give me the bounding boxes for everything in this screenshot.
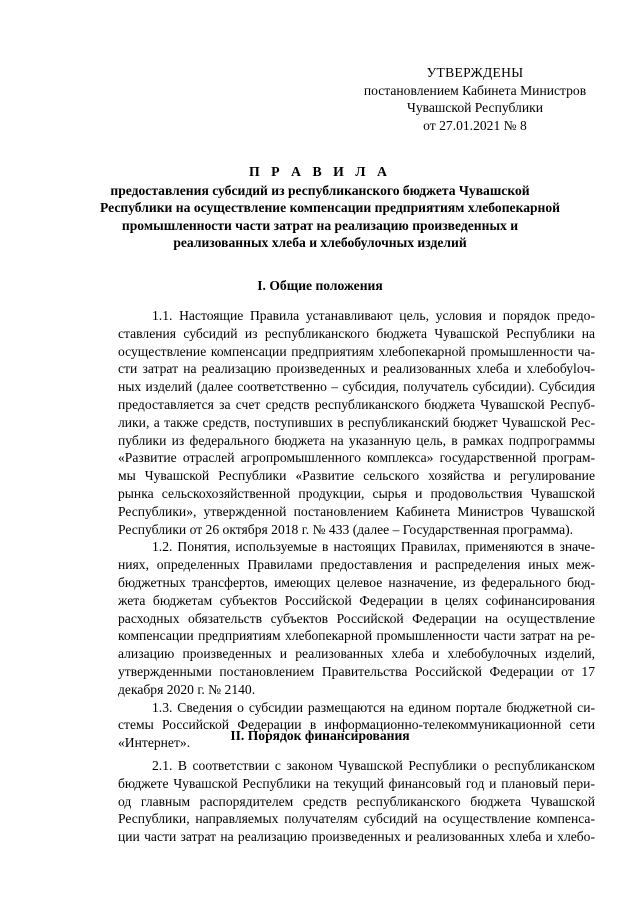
subtitle-line: предоставления субсидий из республиканского бюджета Чувашской [110,182,530,198]
section-title-1: I. Общие положения [257,278,383,293]
paragraph-line: ализацию произведенных и реализованных хлеба и хлебобулочных изделий, [118,646,595,662]
paragraph-line: публики из федерального бюджета на указанную цель, в рамках подпрограммы [118,432,595,448]
paragraph-line: сти затрат на реализацию произведенных и реализованных хлеба и хлебобуloч- [118,361,595,377]
subtitle-line: Республики на осуществление компенсации предприятиям хлебопекарной [100,200,561,216]
approval-stamp [350,64,600,134]
paragraph-line: 1.3. Сведения о субсидии размещаются на едином портале бюджетной си- [152,699,595,715]
paragraph-line: ных изделий (далее соответственно – субсидия, получатель субсидии). Субсидия [118,379,595,395]
paragraph-line: 1.1. Настоящие Правила устанавливают цель, условия и порядок предо- [152,308,595,323]
paragraph-line: бюджете Чувашской Республики на текущий финансовый год и плановый пери- [118,775,595,791]
paragraph-line: предоставляется за счет средств республиканского бюджета Чувашской Респуб- [118,396,595,412]
section-title-2: II. Порядок финансирования [230,728,410,743]
subtitle-line: реализованных хлеба и хлебобулочных изделий [173,235,467,251]
paragraph-line: утвержденными постановлением Правительства Российской Федерации от 17 [118,663,595,679]
paragraph-line: ции части затрат на реализацию произведенных и реализованных хлеба и хлебо- [118,829,595,845]
approval-title: УТВЕРЖДЕНЫ [426,65,524,80]
paragraph-line: стемы Российской Федерации в информационно-телекоммуникационной сети [118,717,595,733]
paragraph-line: «Развитие отраслей агропромышленного комплекса» государственной програм- [118,450,595,466]
paragraph-line: декабря 2020 г. № 2140. [118,681,256,697]
paragraph-line: од главным распорядителем средств республиканского бюджета Чувашской [118,793,595,809]
paragraph-line: лики, а также средств, поступивших в республиканский бюджет Чувашской Рес- [118,414,595,430]
paragraph-line: осуществление компенсации предприятиям хлебопекарной промышленности ча- [118,343,595,359]
document-subtitle [100,182,561,252]
section-1-body [118,307,595,752]
paragraph-line: рынка сельскохозяйственной продукции, сырья и продовольствия Чувашской [118,485,595,501]
approval-line-3: от 27.01.2021 № 8 [423,117,527,133]
paragraph-line: жета бюджетам субъектов Российской Федерации в целях софинансирования [118,592,595,608]
paragraph-line: 2.1. В соответствии с законом Чувашской Республики о республиканском [152,758,595,773]
paragraph-line: компенсации предприятиям хлебопекарной промышленности части затрат на ре- [118,628,595,644]
approval-line-1: постановлением Кабинета Министров [363,82,587,98]
paragraph-line: ниях, определенных Правилами предоставления и распределения иных меж- [118,557,595,573]
paragraph-line: Республики от 26 октября 2018 г. № 433 (далее – Государственная программа). [118,521,574,537]
paragraph-line: ставления субсидий из республиканского бюджета Чувашской Республики на [118,325,595,341]
paragraph-line: Республики, направляемых получателям субсидий на осуществление компенса- [118,811,595,827]
paragraph-line: бюджетных трансфертов, имеющих целевое назначение, из федерального бюд- [118,574,595,590]
paragraph-line: Республики», утвержденной постановлением Кабинета Министров Чувашской [118,503,595,519]
document-heading [100,163,561,252]
paragraph-line: мы Чувашской Республики «Развитие сельского хозяйства и регулирование [118,468,595,484]
paragraph-line: «Интернет». [118,735,191,751]
section-2-body [118,757,595,846]
paragraph-line: расходных обязательств субъектов Российской Федерации на осуществление [118,610,595,626]
approval-line-2: Чувашской Республики [407,100,543,115]
document-title: П Р А В И Л А [249,164,391,179]
subtitle-line: промышленности части затрат на реализацию произведенных и [121,217,519,233]
paragraph-line: 1.2. Понятия, используемые в настоящих Правилах, применяются в значе- [152,539,595,555]
